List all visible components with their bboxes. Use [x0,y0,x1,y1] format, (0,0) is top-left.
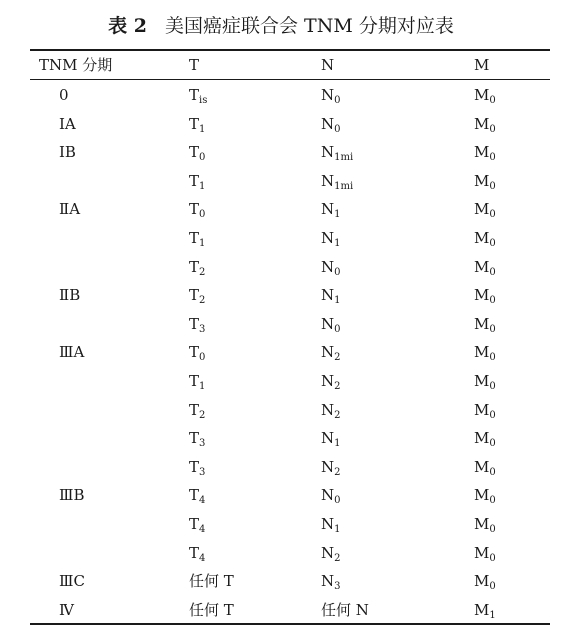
table-row [0,110,562,138]
stage-cell: ⅢC [59,572,85,591]
table-row [0,596,562,624]
m-cell-subscript: 0 [489,552,496,564]
t-cell-symbol: T [189,429,200,448]
n-cell [321,253,341,281]
t-cell-subscript: 4 [199,552,206,564]
t-cell-symbol: T [189,372,200,390]
n-cell-subscript: 1 [334,209,341,221]
stage-cell: ⅠA [59,114,76,133]
t-cell-symbol: 任何 T [189,572,234,591]
m-cell [474,539,496,567]
t-cell [189,367,205,395]
n-cell-subscript: 0 [334,495,341,507]
t-cell-symbol: 任何 T [189,600,234,619]
t-cell-symbol: T [189,515,200,533]
n-cell [321,396,341,424]
t-cell [189,81,207,109]
m-cell-symbol: M [474,143,490,162]
m-cell [474,424,496,452]
header-rule [30,79,550,80]
t-cell-subscript: 1 [199,381,206,392]
m-cell-subscript: 0 [489,295,496,307]
t-cell-subscript: 2 [199,409,206,421]
t-cell-subscript: 2 [199,295,206,307]
n-cell [321,81,341,109]
t-cell [189,453,205,481]
m-cell-subscript: 0 [489,209,496,221]
m-cell [474,281,496,309]
t-cell [189,224,205,252]
n-cell [321,510,341,538]
n-cell-symbol: N [321,515,335,533]
t-cell [189,195,205,223]
stage-cell: ⅠB [59,143,76,162]
table-row [0,567,562,595]
n-cell-symbol: N [321,171,335,190]
table-row [0,367,562,395]
table-row [0,481,562,509]
table-number: 表 2 [108,15,147,37]
t-cell [189,310,205,338]
t-cell-symbol: T [189,114,200,133]
t-cell-subscript: 0 [199,352,206,364]
n-cell-symbol: N [321,429,335,448]
n-cell [321,367,341,395]
n-cell [321,281,341,309]
n-cell [321,167,353,195]
stage-cell: ⅡB [59,286,81,305]
m-cell-symbol: M [474,515,490,533]
table-row [0,453,562,481]
t-cell-subscript: 2 [199,266,206,278]
m-cell [474,338,496,366]
n-cell [321,567,341,595]
n-cell-symbol: N [321,457,335,476]
n-cell-symbol: N [321,229,335,247]
m-cell-subscript: 0 [489,352,496,364]
m-cell-subscript: 0 [489,266,496,278]
t-cell-symbol: T [189,343,200,362]
m-cell-subscript: 0 [489,123,496,135]
t-cell [189,281,205,309]
t-cell-subscript: 4 [199,524,206,535]
header-n: N [321,56,335,74]
m-cell-symbol: M [474,257,490,276]
table-row [0,224,562,252]
n-cell-subscript: 1mi [334,180,354,192]
m-cell-subscript: 0 [489,524,496,535]
m-cell-symbol: M [474,86,490,104]
m-cell [474,253,496,281]
m-cell [474,367,496,395]
table-title: 美国癌症联合会 TNM 分期对应表 [165,15,454,37]
stage-cell: ⅡA [59,200,81,219]
n-cell-subscript: 2 [334,552,341,564]
table-row [0,253,562,281]
n-cell [321,338,341,366]
t-cell-subscript: 0 [199,152,206,164]
n-cell [321,453,341,481]
t-cell [189,481,205,509]
table-row [0,539,562,567]
n-cell [321,138,353,166]
t-cell [189,424,205,452]
m-cell-symbol: M [474,114,490,133]
n-cell-subscript: 0 [334,123,341,135]
m-cell [474,138,496,166]
table-row [0,195,562,223]
m-cell-subscript: 0 [489,95,496,106]
n-cell [321,596,369,624]
m-cell-subscript: 0 [489,323,496,335]
m-cell-subscript: 0 [489,466,496,478]
t-cell-symbol: T [189,86,200,104]
m-cell-symbol: M [474,486,490,505]
table-row [0,281,562,309]
table-row [0,510,562,538]
t-cell-subscript: 0 [199,209,206,221]
m-cell-subscript: 0 [489,381,496,392]
table-header-row [0,51,562,79]
t-cell-subscript: 1 [199,180,206,192]
n-cell-subscript: 1 [334,238,341,249]
t-cell [189,338,205,366]
t-cell-subscript: is [199,95,208,106]
m-cell [474,510,496,538]
m-cell-subscript: 0 [489,495,496,507]
m-cell-symbol: M [474,343,490,362]
table-row [0,138,562,166]
t-cell-symbol: T [189,229,200,247]
table-row [0,310,562,338]
n-cell-symbol: N [321,257,335,276]
m-cell [474,110,496,138]
t-cell-symbol: T [189,457,200,476]
t-cell-subscript: 3 [199,323,206,335]
n-cell-symbol: N [321,486,335,505]
n-cell [321,481,341,509]
t-cell-symbol: T [189,286,200,305]
header-stage: TNM 分期 [39,56,113,74]
t-cell [189,596,234,624]
m-cell-subscript: 0 [489,180,496,192]
n-cell-symbol: N [321,314,335,333]
m-cell [474,567,496,595]
m-cell-symbol: M [474,372,490,390]
m-cell-symbol: M [474,286,490,305]
header-t: T [189,56,200,74]
t-cell-subscript: 4 [199,495,206,507]
t-cell-symbol: T [189,200,200,219]
m-cell-symbol: M [474,457,490,476]
n-cell-subscript: 1mi [334,152,354,164]
t-cell [189,253,205,281]
m-cell [474,195,496,223]
t-cell-symbol: T [189,400,200,419]
t-cell [189,510,205,538]
table-caption [0,13,562,39]
t-cell [189,567,234,595]
n-cell-subscript: 2 [334,466,341,478]
n-cell-subscript: 0 [334,266,341,278]
n-cell [321,424,341,452]
stage-cell: Ⅳ [59,600,74,619]
m-cell-subscript: 0 [489,238,496,249]
t-cell-symbol: T [189,257,200,276]
m-cell [474,481,496,509]
m-cell-subscript: 1 [489,609,496,621]
header-m: M [474,56,490,74]
n-cell [321,310,341,338]
m-cell-symbol: M [474,400,490,419]
table-row [0,167,562,195]
m-cell [474,167,496,195]
stage-cell: ⅢA [59,343,85,362]
n-cell-subscript: 3 [334,581,341,593]
m-cell-symbol: M [474,429,490,448]
m-cell [474,596,496,624]
stage-cell: ⅢB [59,486,85,505]
m-cell-symbol: M [474,600,490,619]
t-cell [189,110,205,138]
n-cell-symbol: 任何 N [321,600,369,619]
m-cell [474,453,496,481]
stage-cell: 0 [59,86,69,104]
n-cell-subscript: 1 [334,295,341,307]
t-cell [189,539,205,567]
m-cell-subscript: 0 [489,409,496,421]
m-cell-symbol: M [474,229,490,247]
n-cell [321,195,341,223]
m-cell-subscript: 0 [489,581,496,593]
n-cell-subscript: 2 [334,352,341,364]
n-cell-symbol: N [321,114,335,133]
n-cell [321,539,341,567]
m-cell [474,310,496,338]
m-cell-symbol: M [474,171,490,190]
m-cell-subscript: 0 [489,152,496,164]
table-row [0,81,562,109]
n-cell-subscript: 1 [334,438,341,450]
t-cell-symbol: T [189,314,200,333]
t-cell-subscript: 1 [199,238,206,249]
n-cell-symbol: N [321,372,335,390]
table-row [0,396,562,424]
t-cell [189,396,205,424]
m-cell [474,224,496,252]
n-cell [321,224,341,252]
m-cell-symbol: M [474,572,490,591]
t-cell-symbol: T [189,543,200,562]
n-cell-subscript: 0 [334,95,341,106]
n-cell-symbol: N [321,86,335,104]
t-cell-symbol: T [189,486,200,505]
n-cell-subscript: 0 [334,323,341,335]
t-cell [189,138,205,166]
n-cell-symbol: N [321,400,335,419]
bottom-rule [30,623,550,625]
n-cell [321,110,341,138]
t-cell-symbol: T [189,171,200,190]
n-cell-symbol: N [321,543,335,562]
t-cell-symbol: T [189,143,200,162]
m-cell-subscript: 0 [489,438,496,450]
m-cell-symbol: M [474,200,490,219]
t-cell-subscript: 1 [199,123,206,135]
m-cell [474,81,496,109]
n-cell-subscript: 2 [334,409,341,421]
n-cell-subscript: 1 [334,524,341,535]
m-cell [474,396,496,424]
t-cell-subscript: 3 [199,466,206,478]
n-cell-symbol: N [321,200,335,219]
table-row [0,424,562,452]
m-cell-symbol: M [474,543,490,562]
n-cell-symbol: N [321,143,335,162]
n-cell-symbol: N [321,572,335,591]
n-cell-symbol: N [321,286,335,305]
t-cell [189,167,205,195]
table-row [0,338,562,366]
t-cell-subscript: 3 [199,438,206,450]
n-cell-subscript: 2 [334,381,341,392]
n-cell-symbol: N [321,343,335,362]
m-cell-symbol: M [474,314,490,333]
